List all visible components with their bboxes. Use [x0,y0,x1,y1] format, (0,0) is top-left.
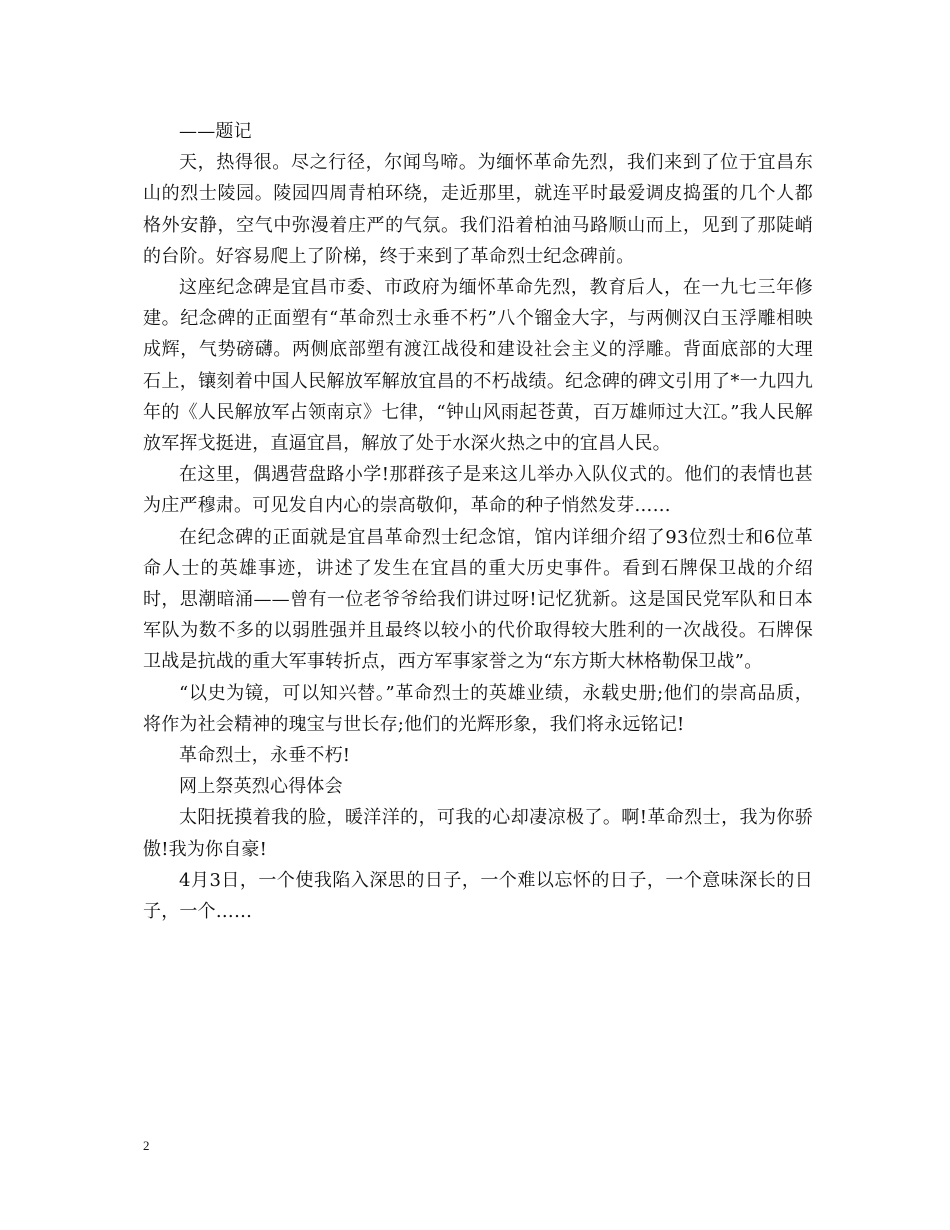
section-heading: 网上祭英烈心得体会 [179,776,343,798]
document-body [143,116,813,927]
paragraph-memorial-hall: 在纪念碑的正面就是宜昌革命烈士纪念馆，馆内详细介绍了93位烈士和6位革命人士的英雄事迹，讲述了发生在宜昌的重大历史事件。看到石牌保卫战的介绍时，思潮暗涌——曾有一位老爷爷给我们讲过呀!记忆犹新。这是国民党军队和日本军队为数不多的以弱胜强并且最终以较小的代价取得较大胜利的一次战役。石牌保卫战是抗战的重大军事转折点，西方军事家誉之为“东方斯大林格勒保卫战”。 [143,526,813,673]
paragraph-monument-description: 这座纪念碑是宜昌市委、市政府为缅怀革命先烈，教育后人，在一九七三年修建。纪念碑的正面塑有“革命烈士永垂不朽”八个镏金大字，与两侧汉白玉浮雕相映成辉，气势磅礴。两侧底部塑有渡江战役和建设社会主义的浮雕。背面底部的大理石上，镶刻着中国人民解放军解放宜昌的不朽战绩。纪念碑的碑文引用了*一九四九年的《人民解放军占领南京》七律，“钟山风雨起苍黄，百万雄师过大江。”我人民解放军挥戈挺进，直逼宜昌，解放了处于水深火热之中的宜昌人民。 [143,277,813,455]
paragraph-sunshine: 太阳抚摸着我的脸，暖洋洋的，可我的心却凄凉极了。啊!革命烈士，我为你骄傲!我为你自豪! [143,807,813,860]
paragraph-eternal-glory: 革命烈士，永垂不朽! [179,745,351,767]
paragraph-school-ceremony: 在这里，偶遇营盘路小学!那群孩子是来这儿举办入队仪式的。他们的表情也甚为庄严穆肃。可见发自内心的崇高敬仰，革命的种子悄然发芽…… [143,464,813,517]
paragraph-history-mirror: “以史为镜，可以知兴替。”革命烈士的英雄业绩，永载史册;他们的崇高品质，将作为社会精神的瑰宝与世长存;他们的光辉形象，我们将永远铭记! [143,682,813,735]
epigraph-attribution: ——题记 [179,121,252,142]
page-number: 2 [143,1138,150,1153]
paragraph-april-third: 4月3日，一个使我陷入深思的日子，一个难以忘怀的日子，一个意味深长的日子，一个…… [143,869,813,923]
paragraph-visit-cemetery: 天，热得很。尽之行径，尔闻鸟啼。为缅怀革命先烈，我们来到了位于宜昌东山的烈士陵园。陵园四周青柏环绕，走近那里，就连平时最爱调皮捣蛋的几个人都格外安静，空气中弥漫着庄严的气氛。我们沿着柏油马路顺山而上，见到了那陡峭的台阶。好容易爬上了阶梯，终于来到了革命烈士纪念碑前。 [143,152,813,267]
